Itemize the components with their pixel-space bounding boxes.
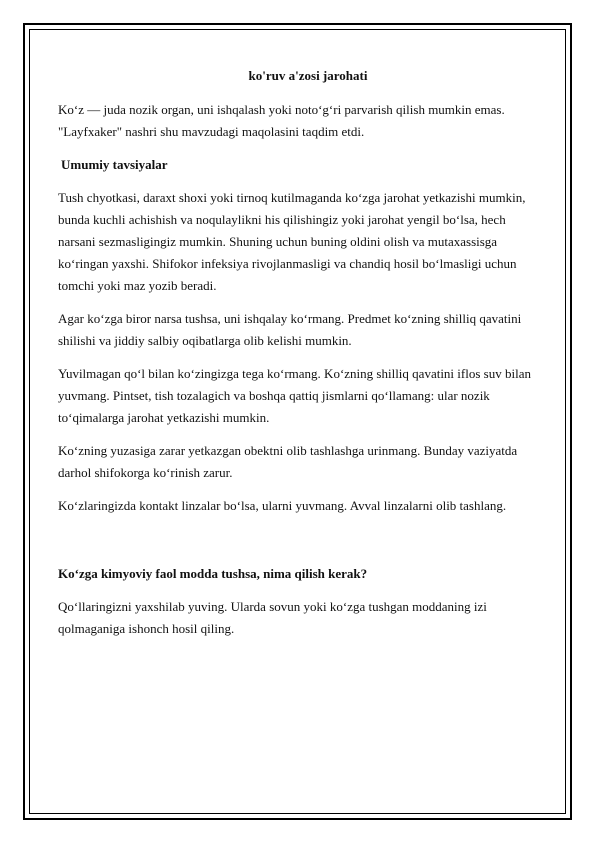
spacer	[58, 528, 544, 563]
body-paragraph: Ko‘zlaringizda kontakt linzalar bo‘lsa, ularni yuvmang. Avval linzalarni olib tashlang.	[58, 498, 507, 513]
section-heading-general: Umumiy tavsiyalar	[61, 157, 168, 172]
intro-paragraph: Ko‘z — juda nozik organ, uni ishqalash yoki noto‘g‘ri parvarish qilish mumkin emas. "Layfxaker" nashri shu mavzudagi maqolasini taqdim etdi.	[58, 102, 505, 139]
body-paragraph: Agar ko‘zga biror narsa tushsa, uni ishqalay ko‘rmang. Predmet ko‘zning shilliq qavatini shilishi va jiddiy salbiy oqibatlarga olib kelishi mumkin.	[58, 311, 522, 348]
document-title: ko'ruv a'zosi jarohati	[248, 68, 368, 83]
section-heading-chemical: Ko‘zga kimyoviy faol modda tushsa, nima qilish kerak?	[58, 566, 368, 581]
document-body	[58, 65, 544, 651]
body-paragraph: Ko‘zning yuzasiga zarar yetkazgan obektni olib tashlashga urinmang. Bunday vaziyatda darhol shifokorga ko‘rinish zarur.	[58, 443, 518, 480]
body-paragraph: Yuvilmagan qo‘l bilan ko‘zingizga tega ko‘rmang. Ko‘zning shilliq qavatini iflos suv bilan yuvmang. Pintset, tish tozalagich va boshqa qattiq jismlarni qo‘llamang: ular nozik to‘qimalarga jarohat yetkazishi mumkin.	[58, 366, 531, 425]
body-paragraph: Qo‘llaringizni yaxshilab yuving. Ularda sovun yoki ko‘zga tushgan moddaning izi qolmaganiga ishonch hosil qiling.	[58, 599, 487, 636]
body-paragraph: Tush chyotkasi, daraxt shoxi yoki tirnoq kutilmaganda ko‘zga jarohat yetkazishi mumkin, bunda kuchli achishish va noqulaylikni his qilishingiz yoki jarohat yengil bo‘lsa, hech narsani sezmasligingiz mumkin. Shuning uchun buning oldini olish va mutaxassisga ko‘ringan yaxshi. Shifokor infeksiya rivojlanmasligi va chandiq hosil bo‘lmasligi uchun tomchi yoki maz yozib beradi.	[58, 190, 526, 293]
